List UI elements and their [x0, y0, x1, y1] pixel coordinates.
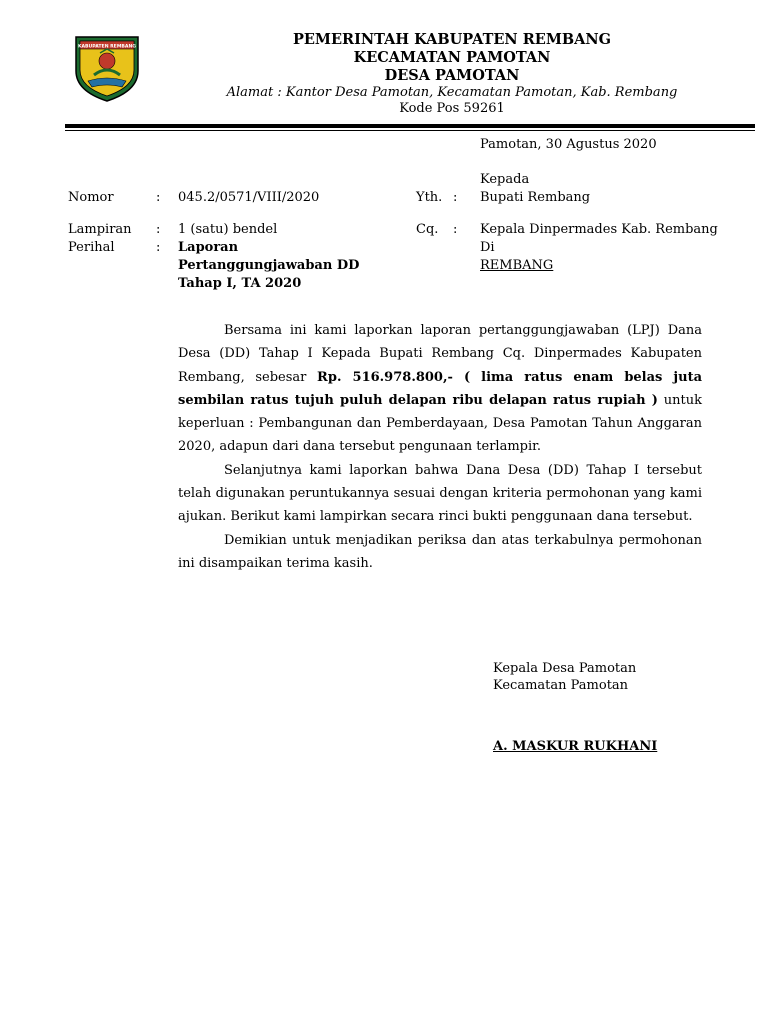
signature-title-line1: Kepala Desa Pamotan — [493, 661, 637, 676]
body-paragraph-1-text-a: Bersama ini kami laporkan laporan pertanggungjawaban (LPJ) Dana Desa (DD) Tahap I Kepada Bupati Rembang Cq. Dinpermades Kabupaten Rembang, sebesar — [178, 323, 702, 385]
regency-coat-of-arms-logo — [70, 31, 144, 103]
perihal-value-line3: Tahap I, TA 2020 — [178, 276, 302, 291]
nomor-colon: : — [156, 190, 161, 205]
recipient-cq-value: Kepala Dinpermades Kab. Rembang — [480, 222, 718, 237]
letterhead-government: PEMERINTAH KABUPATEN REMBANG — [292, 31, 612, 48]
nomor-label: Nomor — [68, 190, 114, 205]
recipient-yth-value: Bupati Rembang — [480, 190, 591, 205]
perihal-colon: : — [156, 240, 161, 255]
recipient-yth-colon: : — [453, 190, 458, 205]
letterhead-district: KECAMATAN PAMOTAN — [353, 49, 551, 66]
body-paragraph-1-amount: Rp. 516.978.800,- ( lima ratus enam belas juta sembilan ratus tujuh puluh delapan ribu delapan ratus rupiah ) — [178, 369, 702, 408]
lampiran-value: 1 (satu) bendel — [178, 222, 278, 237]
letterhead-address: Alamat : Kantor Desa Pamotan, Kecamatan Pamotan, Kab. Rembang — [226, 85, 678, 100]
body-paragraph-2: Selanjutnya kami laporkan bahwa Dana Desa (DD) Tahap I tersebut telah digunakan peruntukannya sesuai dengan kriteria permohonan yang kami ajukan. Berikut kami lampirkan secara rinci bukti penggunaan dana tersebut. — [178, 462, 702, 525]
recipient-cq-colon: : — [453, 222, 458, 237]
svg-text:KABUPATEN REMBANG: KABUPATEN REMBANG — [77, 44, 137, 50]
recipient-cq-label: Cq. — [416, 222, 439, 237]
perihal-value-line2: Pertanggungjawaban DD — [178, 258, 360, 273]
lampiran-label: Lampiran — [68, 222, 132, 237]
recipient-di: Di — [480, 240, 495, 255]
lampiran-colon: : — [156, 222, 161, 237]
nomor-value: 045.2/0571/VIII/2020 — [178, 190, 320, 205]
signatory-name: A. MASKUR RUKHANI — [493, 739, 658, 754]
letter-body — [178, 319, 702, 575]
perihal-value-line1: Laporan — [178, 240, 239, 255]
letterhead-divider-thick — [65, 124, 755, 128]
body-paragraph-1 — [178, 319, 702, 459]
letterhead-village: DESA PAMOTAN — [384, 67, 520, 84]
recipient-yth-label: Yth. — [416, 190, 443, 205]
recipient-kepada: Kepada — [480, 172, 530, 187]
place-date: Pamotan, 30 Agustus 2020 — [480, 137, 657, 152]
signature-title-line2: Kecamatan Pamotan — [493, 678, 629, 693]
letterhead-divider-thin — [65, 130, 755, 131]
letterhead-postal-code: Kode Pos 59261 — [399, 101, 505, 116]
body-paragraph-1-text-b: untuk keperluan : Pembangunan dan Pemberdayaan, Desa Pamotan Tahun Anggaran 2020, adapun dari dana tersebut pengunaan terlampir. — [178, 392, 702, 455]
recipient-city: REMBANG — [480, 258, 554, 273]
body-paragraph-3: Demikian untuk menjadikan periksa dan atas terkabulnya permohonan ini disampaikan terima kasih. — [178, 532, 702, 571]
perihal-label: Perihal — [68, 240, 115, 255]
